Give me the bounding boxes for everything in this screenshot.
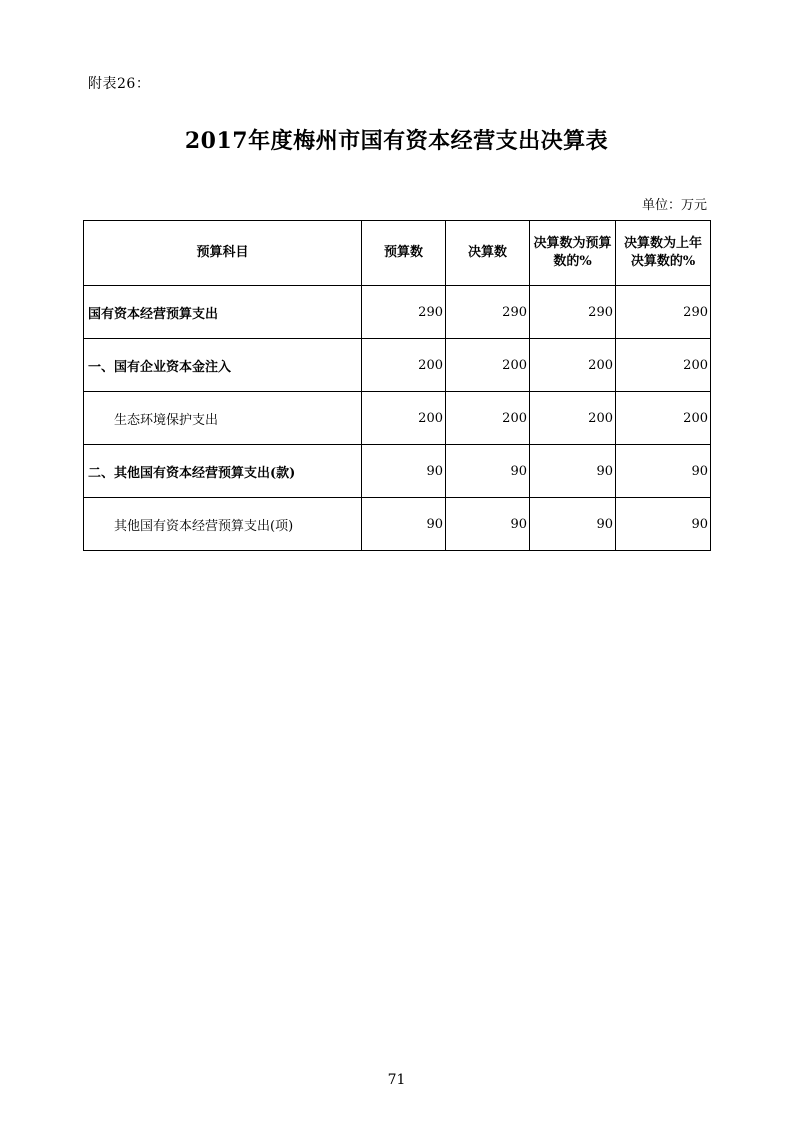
row-budget: 290	[362, 286, 446, 339]
row-budget: 200	[362, 392, 446, 445]
table-row	[84, 392, 711, 445]
table-header-row	[84, 221, 711, 286]
row-pct-of-last-year: 90	[616, 498, 711, 551]
header-final-vs-budget-pct: 决算数为预算数的%	[530, 221, 616, 286]
table-row	[84, 286, 711, 339]
table-row	[84, 445, 711, 498]
row-subject: 国有资本经营预算支出	[84, 286, 362, 339]
row-pct-of-last-year: 200	[616, 339, 711, 392]
row-subject: 其他国有资本经营预算支出(项)	[84, 498, 362, 551]
header-final-amount: 决算数	[446, 221, 530, 286]
row-subject: 二、其他国有资本经营预算支出(款)	[84, 445, 362, 498]
row-pct-of-last-year: 90	[616, 445, 711, 498]
expenditure-table	[83, 220, 711, 551]
row-pct-of-budget: 90	[530, 498, 616, 551]
row-subject: 一、国有企业资本金注入	[84, 339, 362, 392]
row-final: 200	[446, 339, 530, 392]
header-budget-subject: 预算科目	[84, 221, 362, 286]
row-pct-of-last-year: 200	[616, 392, 711, 445]
table-row	[84, 498, 711, 551]
unit-label: 单位：万元	[641, 198, 707, 213]
row-pct-of-budget: 200	[530, 339, 616, 392]
row-budget: 90	[362, 445, 446, 498]
row-pct-of-budget: 90	[530, 445, 616, 498]
row-final: 90	[446, 498, 530, 551]
row-final: 200	[446, 392, 530, 445]
row-final: 90	[446, 445, 530, 498]
row-pct-of-budget: 200	[530, 392, 616, 445]
page-title: 2017年度梅州市国有资本经营支出决算表	[184, 128, 609, 154]
row-pct-of-last-year: 290	[616, 286, 711, 339]
row-subject: 生态环境保护支出	[84, 392, 362, 445]
page-number: 71	[387, 1072, 406, 1088]
attachment-label: 附表26：	[88, 76, 151, 92]
row-final: 290	[446, 286, 530, 339]
header-final-vs-last-year-pct: 决算数为上年决算数的%	[616, 221, 711, 286]
row-budget: 90	[362, 498, 446, 551]
row-pct-of-budget: 290	[530, 286, 616, 339]
row-budget: 200	[362, 339, 446, 392]
table-row	[84, 339, 711, 392]
header-budget-amount: 预算数	[362, 221, 446, 286]
